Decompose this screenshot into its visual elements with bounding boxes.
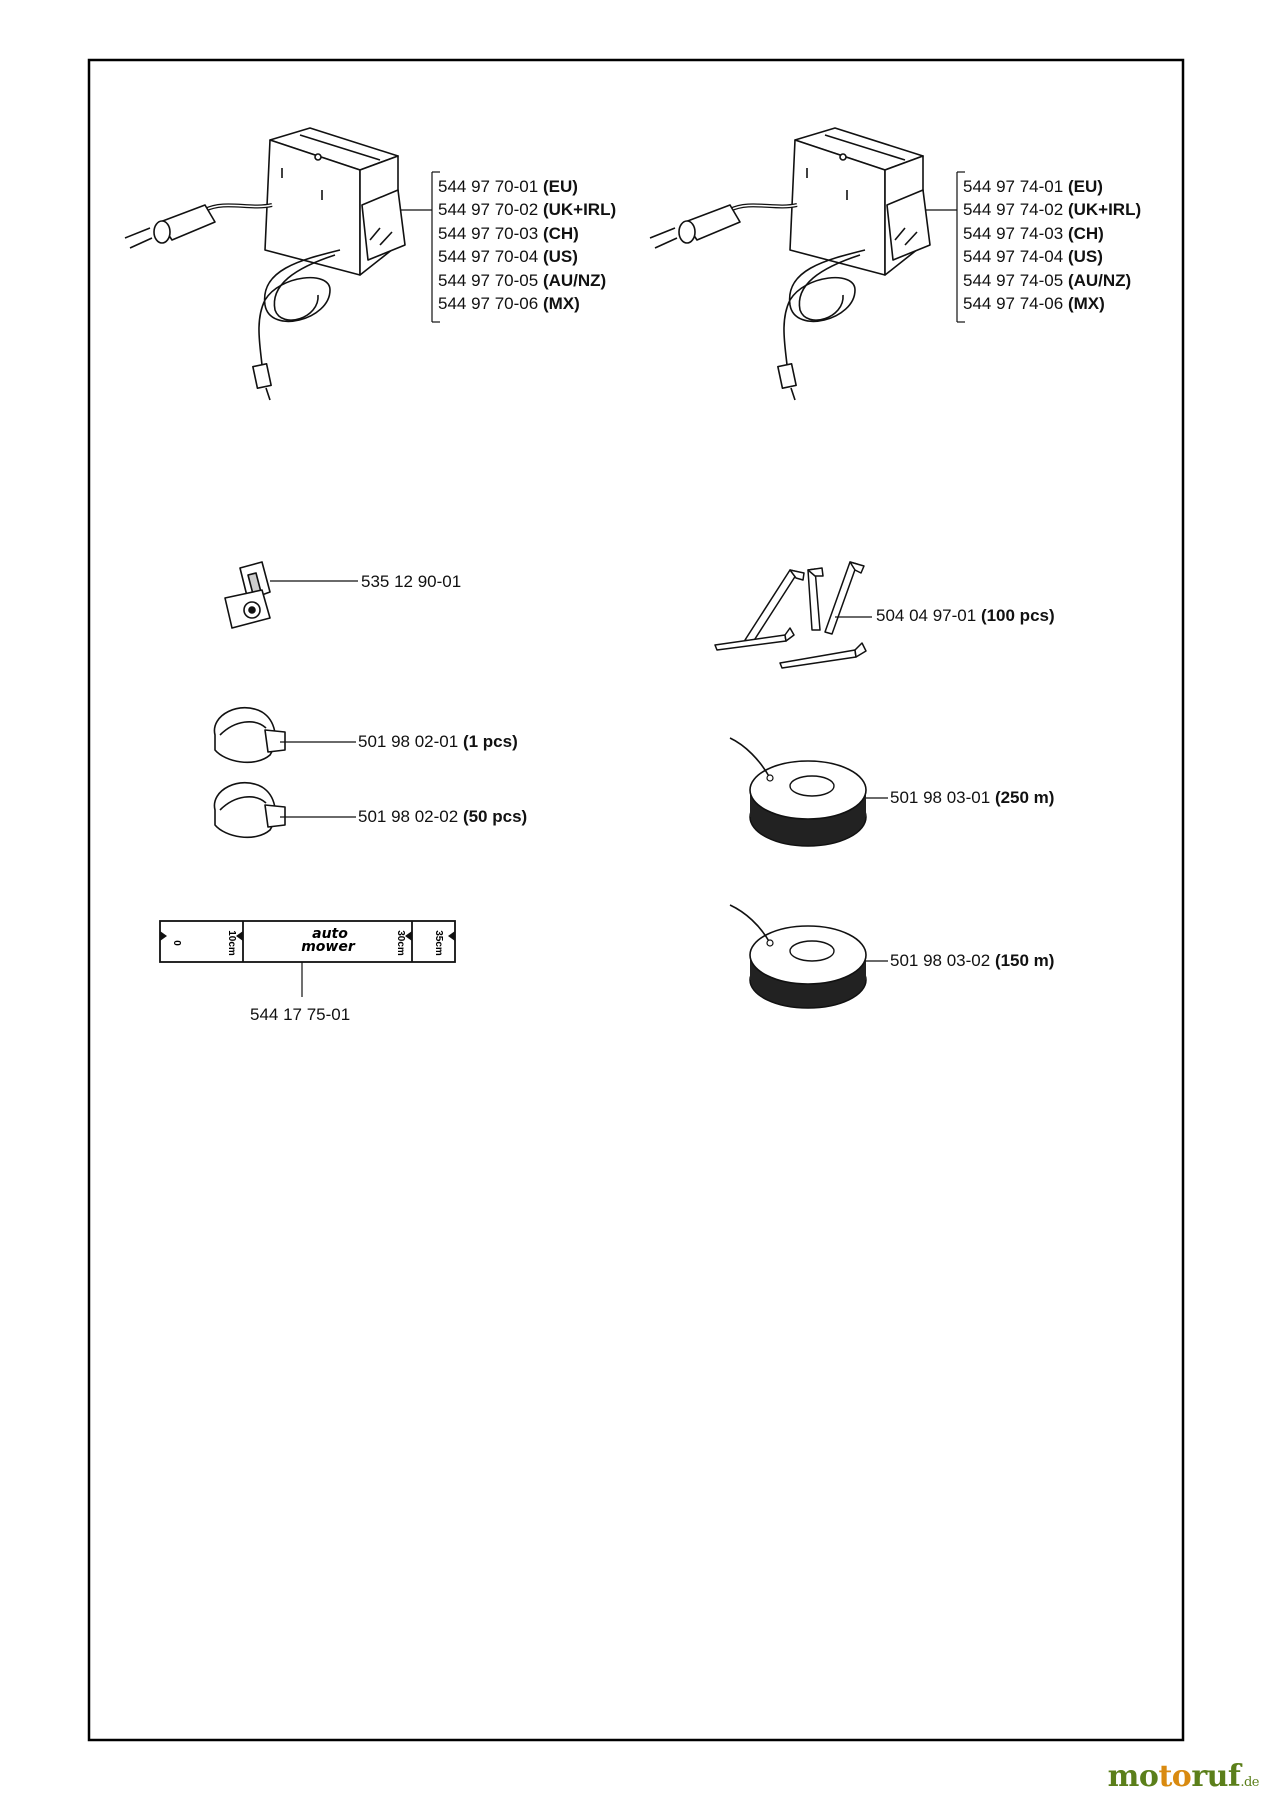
connector-1-label: 501 98 02-01 (1 pcs) [358,732,518,751]
transformer-b-part-list [963,175,1141,315]
part-row: 544 97 70-03 (CH) [438,223,579,243]
pegs-label: 504 04 97-01 (100 pcs) [876,606,1055,625]
part-row: 544 97 74-03 (CH) [963,223,1104,243]
part-row: 544 97 74-05 (AU/NZ) [963,270,1132,290]
connector-50-label: 501 98 02-02 (50 pcs) [358,807,528,826]
ruler-mark-35cm: 35cm [433,930,444,956]
part-row: 544 97 70-04 (US) [438,247,578,267]
part-row: 544 97 70-06 (MX) [438,293,580,313]
transformer-a-leader [400,172,440,322]
connector-1-illustration [214,708,285,763]
ruler-brand-line2: mower [301,939,355,955]
wire-reel-250-illustration [730,738,866,846]
ruler-mark-10cm: 10cm [226,930,237,956]
ruler-label: 544 17 75-01 [250,1005,351,1024]
clip-label: 535 12 90-01 [361,572,462,591]
part-row: 544 97 74-06 (MX) [963,293,1105,313]
part-row: 544 97 74-01 (EU) [963,177,1103,196]
part-row: 544 97 74-04 (US) [963,247,1103,267]
wire-reel-150-label: 501 98 03-02 (150 m) [890,951,1055,970]
transformer-a-illustration [125,128,405,400]
transformer-b-illustration [650,128,930,400]
ruler-mark-0: 0 [171,940,182,946]
watermark-logo: motoruf.de [1107,1759,1259,1794]
transformer-a-part-list [438,175,616,315]
part-row: 544 97 70-02 (UK+IRL) [438,200,617,220]
ruler-brand-line1: auto [312,926,348,942]
part-row: 544 97 70-01 (EU) [438,177,578,196]
connector-50-illustration [214,783,285,838]
pegs-illustration [715,562,866,668]
ruler-mark-30cm: 30cm [395,930,406,956]
part-row: 544 97 74-02 (UK+IRL) [963,200,1142,220]
transformer-b-leader [925,172,965,322]
clip-illustration [225,562,270,628]
wire-reel-150-illustration [730,905,866,1008]
wire-reel-250-label: 501 98 03-01 (250 m) [890,788,1055,807]
part-row: 544 97 70-05 (AU/NZ) [438,270,607,290]
